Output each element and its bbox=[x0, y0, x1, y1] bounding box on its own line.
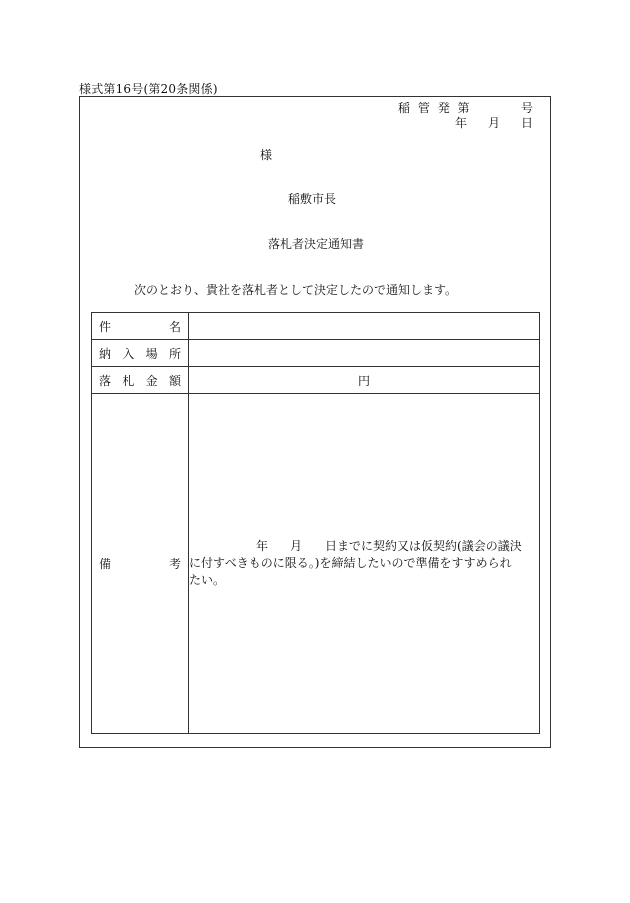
table-row bbox=[92, 367, 540, 394]
remarks-year: 年 bbox=[256, 539, 269, 553]
reference-char: 管 bbox=[417, 101, 430, 115]
form-id: 様式第16号(第20条関係) bbox=[79, 82, 218, 96]
value-winning-bid-amount: 円 bbox=[189, 367, 540, 394]
date-day: 日 bbox=[520, 116, 533, 130]
label-item-name bbox=[92, 313, 189, 340]
remarks-line-1-rest: 日までに契約又は仮契約(議会の議決 bbox=[325, 539, 522, 553]
addressee: 様 bbox=[260, 148, 273, 162]
label-char: 額 bbox=[168, 373, 181, 388]
value-item-name bbox=[189, 313, 540, 340]
label-char: 金 bbox=[145, 373, 158, 388]
reference-char: 第 bbox=[457, 101, 470, 115]
value-remarks bbox=[189, 394, 540, 734]
label-char: 落 bbox=[99, 373, 112, 388]
label-char: 場 bbox=[145, 346, 158, 361]
reference-char: 発 bbox=[437, 101, 450, 115]
table-row bbox=[92, 313, 540, 340]
label-remarks bbox=[92, 394, 189, 734]
remarks-line-1 bbox=[189, 538, 539, 555]
remarks-line-3: たい。 bbox=[189, 573, 226, 587]
remarks-line-2: に付すべきものに限る。)を締結したいので準備をすすめられ bbox=[189, 556, 512, 570]
reference-suffix: 号 bbox=[520, 101, 533, 115]
table-row bbox=[92, 394, 540, 734]
label-char: 件 bbox=[99, 319, 112, 334]
date-month: 月 bbox=[487, 116, 500, 130]
label-char: 札 bbox=[122, 373, 135, 388]
remarks-month: 月 bbox=[290, 539, 303, 553]
intro-text: 次のとおり、貴社を落札者として決定したので通知します。 bbox=[134, 283, 458, 297]
label-char: 入 bbox=[122, 346, 135, 361]
document-title: 落札者決定通知書 bbox=[268, 237, 365, 251]
label-delivery-location bbox=[92, 340, 189, 367]
details-table bbox=[91, 312, 540, 734]
reference-char: 稲 bbox=[398, 101, 411, 115]
label-char: 所 bbox=[168, 346, 181, 361]
label-char: 名 bbox=[168, 319, 181, 334]
issuer: 稲敷市長 bbox=[288, 192, 337, 206]
label-char: 備 bbox=[99, 557, 112, 571]
table-row bbox=[92, 340, 540, 367]
label-char: 考 bbox=[168, 557, 181, 571]
label-winning-bid-amount bbox=[92, 367, 189, 394]
label-char: 納 bbox=[99, 346, 112, 361]
date-year: 年 bbox=[455, 116, 468, 130]
value-delivery-location bbox=[189, 340, 540, 367]
issue-date bbox=[455, 114, 533, 131]
